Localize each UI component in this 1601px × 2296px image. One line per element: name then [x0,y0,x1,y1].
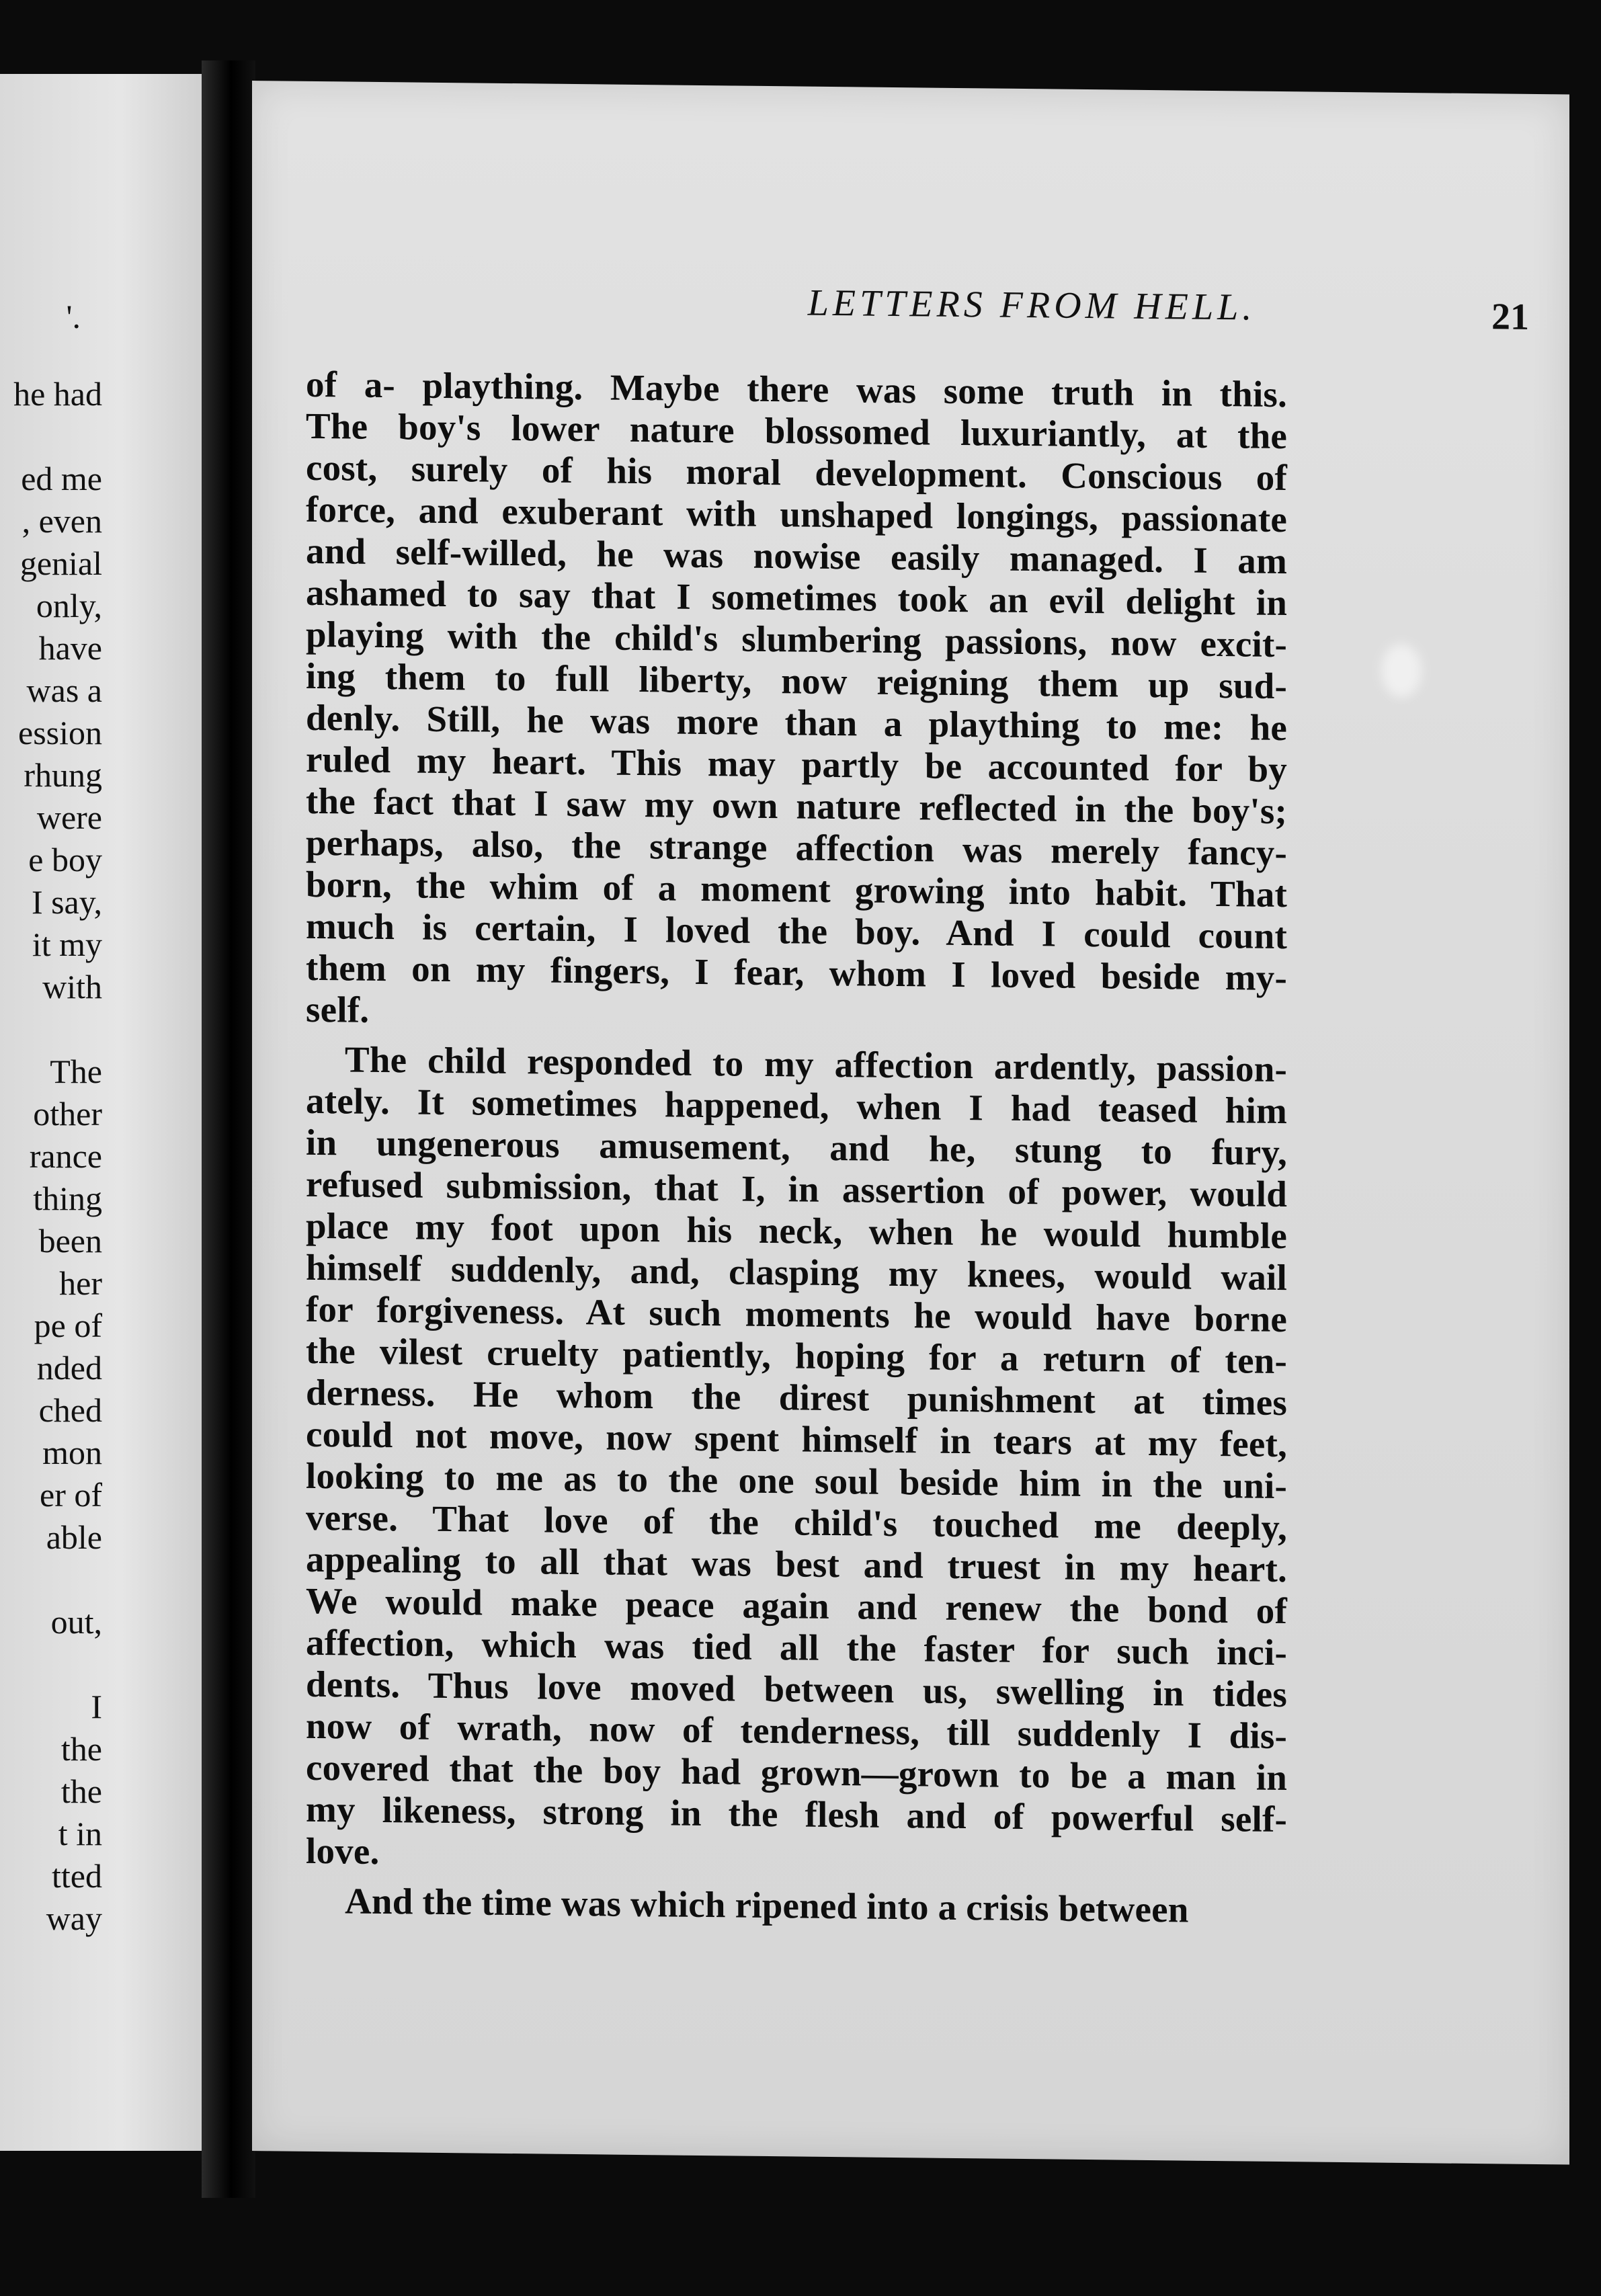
previous-page-blank-line [0,1643,102,1686]
previous-page-line-fragment: only, [36,587,102,624]
previous-page-line-fragment: been [38,1222,102,1260]
previous-page-line-fragment: I [91,1688,102,1725]
text-line: them on my fingers, I fear, whom I loved beside my- [306,946,1287,999]
text-line: now of wrath, now of tenderness, till suddenly I dis- [306,1705,1287,1757]
previous-page-line-fragment: genial [19,544,102,582]
previous-page-line-fragment: , even [22,502,102,540]
book-page [252,81,1569,2165]
previous-page-blank-line [0,415,102,458]
previous-page-line-fragment: able [46,1518,102,1556]
previous-page-line-fragment: nded [36,1349,102,1387]
previous-page-line-fragment: er of [40,1476,102,1514]
text-line: The boy's lower nature blossomed luxuriantly, at the [306,405,1287,457]
text-line: for forgiveness. At such moments he would have borne [306,1288,1287,1340]
previous-page-line-fragment: it my [32,926,102,963]
paper-speck [1381,644,1422,698]
text-line: derness. He whom the direst punishment at times [306,1371,1287,1424]
text-line: We would make peace again and renew the bond of [306,1580,1287,1632]
text-line: born, the whim of a moment growing into habit. That [306,863,1287,915]
text-line: ately. It sometimes happened, when I had teased him [306,1079,1287,1132]
previous-page-line-fragment: rance [29,1137,102,1175]
previous-page-line-fragment: t in [58,1815,102,1852]
text-line: himself suddenly, and, clasping my knees, would wail [306,1246,1287,1299]
text-line: self. [306,988,370,1030]
previous-page-line-fragment: ed me [21,460,102,497]
previous-page-line-fragment: the [60,1730,102,1768]
previous-page-line-fragment: out, [50,1603,102,1641]
text-line: And the time was which ripened into a crisis between [345,1880,1189,1930]
previous-page-line-fragment: rhung [24,756,102,794]
previous-page-line-fragment: were [36,798,102,836]
page-number: 21 [1491,296,1529,338]
text-line: ashamed to say that I sometimes took an evil delight in [306,571,1287,624]
page-body [306,364,1287,1932]
text-line: affection, which was tied all the faster for such inci- [306,1621,1287,1674]
text-line: place my foot upon his neck, when he would humble [306,1204,1287,1257]
text-line: denly. Still, he was more than a plaything to me: he [306,696,1287,749]
previous-page-line-ends [0,373,102,1940]
text-line: the vilest cruelty patiently, hoping for a return of ten- [306,1329,1287,1382]
previous-page-top-mark: '. [66,298,81,335]
text-line: perhaps, also, the strange affection was merely fancy- [306,821,1287,874]
previous-page-line-fragment: ession [18,714,102,751]
paragraph-1 [306,364,1287,1040]
previous-page-line-fragment: e boy [28,841,102,878]
text-line: my likeness, strong in the flesh and of powerful self- [306,1788,1287,1840]
text-line: much is certain, I loved the boy. And I could count [306,905,1287,957]
text-line: dents. Thus love moved between us, swelling in tides [306,1663,1287,1715]
text-line: force, and exuberant with unshaped longings, passionate [306,488,1287,540]
previous-page-line-fragment: I say, [31,883,102,921]
previous-page-line-fragment: way [46,1899,102,1937]
text-line: ing them to full liberty, now reigning them up sud- [306,655,1287,707]
text-line: love. [306,1830,380,1872]
previous-page-line-fragment: thing [33,1180,102,1217]
previous-page-line-fragment: tted [52,1857,102,1895]
text-line: and self-willed, he was nowise easily managed. I am [306,530,1287,582]
paragraph-2 [306,1038,1287,1882]
text-line: the fact that I saw my own nature reflected in the boy's; [306,780,1287,832]
previous-page-blank-line [0,1008,102,1051]
text-line: looking to me as to the one soul beside him in the uni- [306,1454,1287,1507]
text-line: appealing to all that was best and truest in my heart. [306,1538,1287,1590]
previous-page-line-fragment: ched [38,1391,102,1429]
previous-page-line-fragment: have [38,629,102,667]
text-line: refused submission, that I, in assertion of power, would [306,1163,1287,1215]
text-line: verse. That love of the child's touched me deeply, [306,1496,1287,1549]
previous-page-blank-line [0,1559,102,1601]
previous-page-line-fragment: The [50,1053,102,1090]
previous-page-line-fragment: her [59,1264,102,1302]
previous-page-line-fragment: with [42,968,102,1006]
text-line: could not move, now spent himself in tears at my feet, [306,1413,1287,1465]
text-line: cost, surely of his moral development. Conscious of [306,446,1287,499]
previous-page-line-fragment: was a [26,671,102,709]
previous-page-line-fragment: he had [13,375,102,413]
text-line: ruled my heart. This may partly be accounted for by [306,738,1287,790]
text-line: The child responded to my affection ardently, passion- [345,1038,1287,1090]
running-head: LETTERS FROM HELL. [807,282,1256,329]
text-line: playing with the child's slumbering passions, now excit- [306,613,1287,665]
text-line: of a- plaything. Maybe there was some truth in this. [306,363,1287,415]
book-gutter [202,60,255,2198]
text-line: covered that the boy had grown—grown to be a man in [306,1746,1287,1799]
previous-page-line-fragment: pe of [34,1307,102,1344]
previous-page-line-fragment: the [60,1772,102,1810]
text-line: in ungenerous amusement, and he, stung to fury, [306,1121,1287,1174]
previous-page-fragment [0,74,202,2151]
previous-page-line-fragment: other [33,1095,102,1133]
previous-page-line-fragment: mon [42,1434,102,1471]
